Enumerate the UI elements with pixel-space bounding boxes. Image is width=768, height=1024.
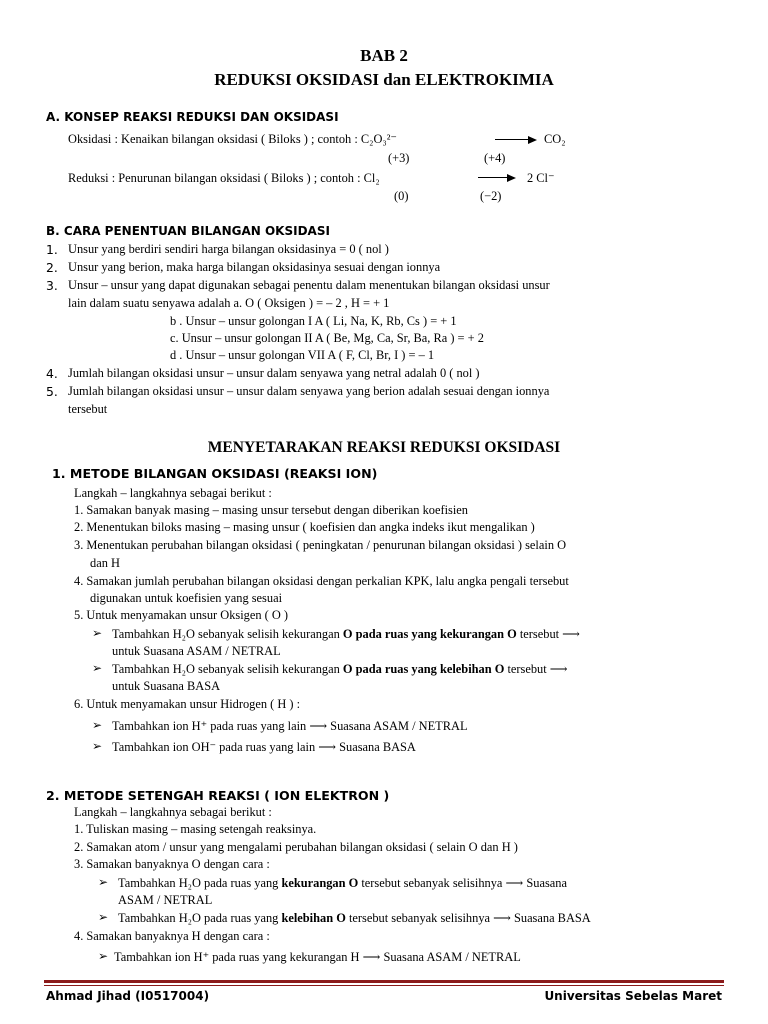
- reduction-number-before: (0): [394, 189, 409, 203]
- list-item: lain dalam suatu senyawa adalah a. O ( Oksigen ) = – 2 , H = + 1: [68, 296, 390, 310]
- method-1-heading: 1. METODE BILANGAN OKSIDASI (REAKSI ION): [52, 466, 378, 481]
- bullet-item: Tambahkan H₂O sebanyak selisih kekurangan O pada ruas yang kekurangan O tersebut ⟶: [112, 627, 580, 641]
- footer-rule-thin: [44, 985, 724, 986]
- list-item: Jumlah bilangan oksidasi unsur – unsur dalam senyawa yang netral adalah 0 ( nol ): [68, 366, 480, 380]
- list-number: 2.: [46, 260, 58, 275]
- bullet-item: Tambahkan H₂O pada ruas yang kekurangan O tersebut sebanyak selisihnya ⟶ Suasana: [118, 876, 567, 890]
- step-item-continued: dan H: [90, 556, 120, 570]
- list-number: 1.: [46, 242, 58, 257]
- arrowhead-bullet-icon: ➢: [98, 949, 109, 963]
- step-item: 2. Samakan atom / unsur yang mengalami perubahan bilangan oksidasi ( selain O dan H ): [74, 840, 518, 854]
- list-item: Unsur yang berion, maka harga bilangan oksidasinya sesuai dengan ionnya: [68, 260, 441, 274]
- list-number: 3.: [46, 278, 58, 293]
- arrowhead-bullet-icon: ➢: [92, 626, 103, 640]
- list-number: 4.: [46, 366, 58, 381]
- arrowhead-bullet-icon: ➢: [98, 910, 109, 924]
- footer-author: Ahmad Jihad (I0517004): [46, 989, 210, 1003]
- arrowhead-bullet-icon: ➢: [92, 718, 103, 732]
- step-item: 3. Samakan banyaknya O dengan cara :: [74, 857, 270, 871]
- list-item: tersebut: [68, 402, 108, 416]
- reduction-definition: Reduksi : Penurunan bilangan oksidasi ( Biloks ) ; contoh : Cl₂: [68, 171, 380, 185]
- step-item: 3. Menentukan perubahan bilangan oksidasi ( peningkatan / penurunan bilangan oksidasi ) selain O: [74, 538, 567, 552]
- section-b-heading: B. CARA PENENTUAN BILANGAN OKSIDASI: [46, 224, 330, 238]
- oxidation-definition: Oksidasi : Kenaikan bilangan oksidasi ( Biloks ) ; contoh : C₂O₃²⁻: [68, 132, 397, 146]
- footer-institution: Universitas Sebelas Maret: [544, 989, 722, 1003]
- bullet-item: Tambahkan ion H⁺ pada ruas yang kekurangan H ⟶ Suasana ASAM / NETRAL: [114, 950, 521, 964]
- oxidation-number-before: (+3): [388, 151, 410, 165]
- arrowhead-bullet-icon: ➢: [92, 739, 103, 753]
- step-item: 4. Samakan jumlah perubahan bilangan oksidasi dengan perkalian KPK, lalu angka pengali tersebut: [74, 574, 569, 588]
- method-2-intro: Langkah – langkahnya sebagai berikut :: [74, 805, 272, 819]
- list-item: Unsur – unsur yang dapat digunakan sebagai penentu dalam menentukan bilangan oksidasi unsur: [68, 278, 550, 292]
- step-item: 4. Samakan banyaknya H dengan cara :: [74, 929, 270, 943]
- bullet-item: Tambahkan H₂O sebanyak selisih kekurangan O pada ruas yang kelebihan O tersebut ⟶: [112, 662, 568, 676]
- oxidation-product: CO₂: [544, 132, 566, 146]
- bullet-item-continued: untuk Suasana ASAM / NETRAL: [112, 644, 281, 658]
- oxidation-number-after: (+4): [484, 151, 506, 165]
- bullet-item-continued: ASAM / NETRAL: [118, 893, 213, 907]
- step-item: 1. Samakan banyak masing – masing unsur tersebut dengan diberikan koefisien: [74, 503, 468, 517]
- list-subitem: c. Unsur – unsur golongan II A ( Be, Mg, Ca, Sr, Ba, Ra ) = + 2: [170, 331, 484, 345]
- method-1-intro: Langkah – langkahnya sebagai berikut :: [74, 486, 272, 500]
- bullet-item-continued: untuk Suasana BASA: [112, 679, 221, 693]
- footer-rule: [44, 980, 724, 983]
- bullet-item: Tambahkan ion H⁺ pada ruas yang lain ⟶ Suasana ASAM / NETRAL: [112, 719, 468, 733]
- section-heading: MENYETARAKAN REAKSI REDUKSI OKSIDASI: [207, 439, 561, 456]
- list-item: Jumlah bilangan oksidasi unsur – unsur dalam senyawa yang berion adalah sesuai dengan ionnya: [68, 384, 550, 398]
- arrowhead-bullet-icon: ➢: [98, 875, 109, 889]
- list-item: Unsur yang berdiri sendiri harga bilangan oksidasinya = 0 ( nol ): [68, 242, 389, 256]
- list-subitem: d . Unsur – unsur golongan VII A ( F, Cl, Br, I ) = – 1: [170, 348, 435, 362]
- method-2-heading: 2. METODE SETENGAH REAKSI ( ION ELEKTRON ): [46, 788, 390, 803]
- step-item: 6. Untuk menyamakan unsur Hidrogen ( H ) :: [74, 697, 301, 711]
- list-number: 5.: [46, 384, 58, 399]
- reduction-number-after: (−2): [480, 189, 502, 203]
- page-title: REDUKSI OKSIDASI dan ELEKTROKIMIA: [214, 70, 554, 89]
- list-subitem: b . Unsur – unsur golongan I A ( Li, Na, K, Rb, Cs ) = + 1: [170, 314, 457, 328]
- step-item: 5. Untuk menyamakan unsur Oksigen ( O ): [74, 608, 289, 622]
- step-item: 1. Tuliskan masing – masing setengah reaksinya.: [74, 822, 317, 836]
- step-item-continued: digunakan untuk koefisien yang sesuai: [90, 591, 283, 605]
- step-item: 2. Menentukan biloks masing – masing unsur ( koefisien dan angka indeks ikut mengalikan ): [74, 520, 535, 534]
- chapter-label: BAB 2: [360, 46, 408, 65]
- arrowhead-bullet-icon: ➢: [92, 661, 103, 675]
- bullet-item: Tambahkan H₂O pada ruas yang kelebihan O tersebut sebanyak selisihnya ⟶ Suasana BASA: [118, 911, 591, 925]
- bullet-item: Tambahkan ion OH⁻ pada ruas yang lain ⟶ Suasana BASA: [112, 740, 416, 754]
- reduction-product: 2 Cl⁻: [527, 171, 555, 185]
- section-a-heading: A. KONSEP REAKSI REDUKSI DAN OKSIDASI: [46, 110, 339, 124]
